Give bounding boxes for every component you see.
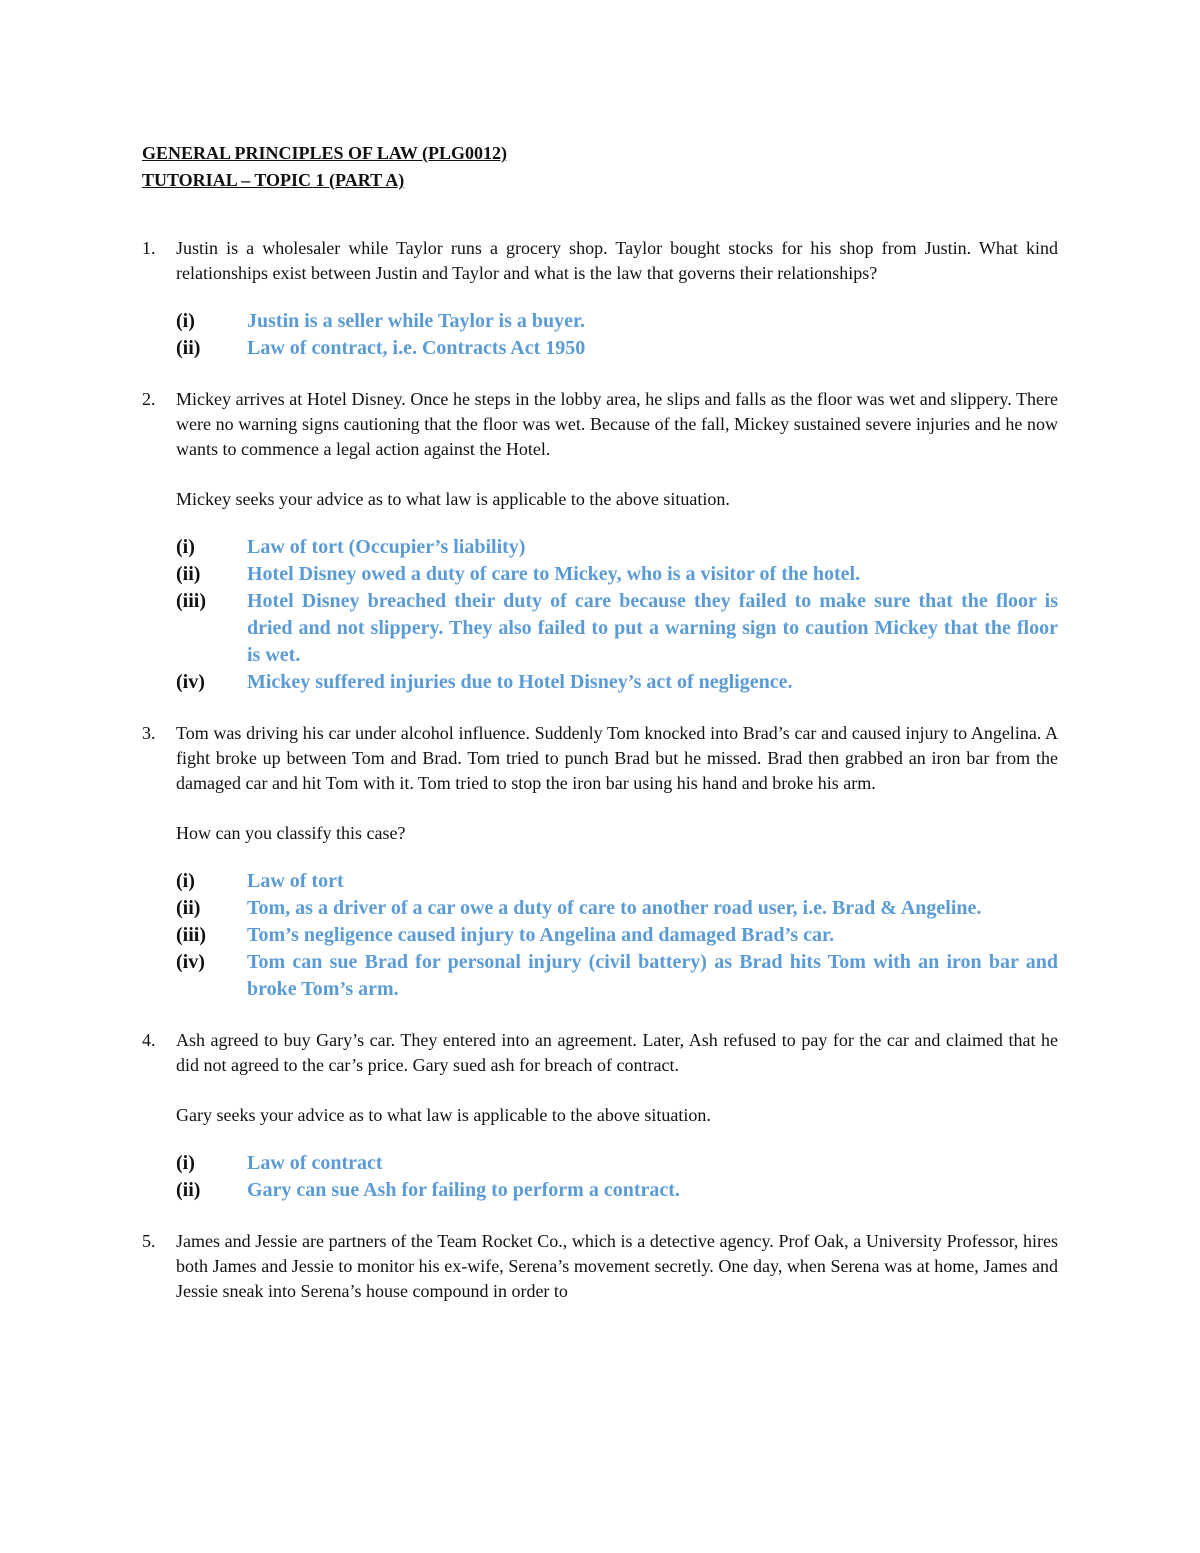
answer-list	[176, 308, 1058, 362]
question-text: Justin is a wholesaler while Taylor runs a grocery shop. Taylor bought stocks for his shop from Justin. What kind relationships exist between Justin and Taylor and what is the law that governs their relationships?	[176, 238, 1058, 283]
answer-text: Justin is a seller while Taylor is a buyer.	[247, 310, 586, 332]
answer-list	[176, 534, 1058, 696]
question-text: Tom was driving his car under alcohol influence. Suddenly Tom knocked into Brad’s car and caused injury to Angelina. A fight broke up between Tom and Brad. Tom tried to punch Brad but he missed. Brad then grabbed an iron bar from the damaged car and hit Tom with it. Tom tried to stop the iron bar using his hand and broke his arm.	[176, 723, 1058, 793]
answer-text: Hotel Disney breached their duty of care because they failed to make sure that the floor is dried and not slippery. They also failed to put a warning sign to caution Mickey that the floor is wet.	[247, 590, 1058, 666]
answer-text: Gary can sue Ash for failing to perform a contract.	[247, 1179, 680, 1201]
answer-label: (ii)	[176, 1179, 201, 1201]
answer-item	[176, 308, 1058, 335]
document-page	[142, 140, 1058, 1304]
answer-item	[176, 669, 1058, 696]
answer-label: (i)	[176, 870, 195, 892]
question-text: Ash agreed to buy Gary’s car. They entered into an agreement. Later, Ash refused to pay for the car and claimed that he did not agreed to the car’s price. Gary sued ash for breach of contract.	[176, 1030, 1058, 1075]
question-1	[142, 236, 1058, 362]
answer-item	[176, 949, 1058, 1003]
answer-label: (i)	[176, 536, 195, 558]
question-body	[176, 1028, 1058, 1204]
answer-text: Law of tort (Occupier’s liability)	[247, 536, 526, 558]
answer-item	[176, 588, 1058, 669]
question-prompt: Mickey seeks your advice as to what law is applicable to the above situation.	[176, 489, 730, 509]
answer-label: (ii)	[176, 563, 201, 585]
question-text: Mickey arrives at Hotel Disney. Once he steps in the lobby area, he slips and falls as the floor was wet and slippery. There were no warning signs cautioning that the floor was wet. Because of the fall, Mickey sustained severe injuries and he now wants to commence a legal action against the Hotel.	[176, 389, 1058, 459]
question-prompt: How can you classify this case?	[176, 823, 406, 843]
answer-item	[176, 534, 1058, 561]
answer-item	[176, 335, 1058, 362]
question-body	[176, 236, 1058, 362]
answer-item	[176, 1177, 1058, 1204]
answer-label: (ii)	[176, 897, 201, 919]
answer-item	[176, 895, 1058, 922]
document-header	[142, 140, 1058, 194]
answer-item	[176, 1150, 1058, 1177]
answer-list	[176, 1150, 1058, 1204]
question-number: 3.	[142, 723, 156, 743]
question-number: 2.	[142, 389, 156, 409]
answer-text: Tom’s negligence caused injury to Angelina and damaged Brad’s car.	[247, 924, 835, 946]
answer-label: (i)	[176, 310, 195, 332]
question-number: 4.	[142, 1030, 156, 1050]
answer-text: Mickey suffered injuries due to Hotel Disney’s act of negligence.	[247, 671, 793, 693]
answer-item	[176, 922, 1058, 949]
question-number: 5.	[142, 1231, 156, 1251]
answer-label: (iv)	[176, 671, 205, 693]
answer-label: (iii)	[176, 590, 206, 612]
question-text: James and Jessie are partners of the Team Rocket Co., which is a detective agency. Prof Oak, a University Professor, hires both James and Jessie to monitor his ex-wife, Serena’s movement secretly. One day, when Serena was at home, James and Jessie sneak into Serena’s house compound in order to	[176, 1231, 1058, 1301]
document-title: GENERAL PRINCIPLES OF LAW (PLG0012)	[142, 143, 508, 163]
question-2	[142, 387, 1058, 696]
question-3	[142, 721, 1058, 1003]
question-body	[176, 387, 1058, 696]
answer-text: Law of contract	[247, 1152, 383, 1174]
question-number: 1.	[142, 238, 156, 258]
answer-text: Tom can sue Brad for personal injury (civil battery) as Brad hits Tom with an iron bar and broke Tom’s arm.	[247, 951, 1058, 1000]
answer-list	[176, 868, 1058, 1003]
answer-text: Law of contract, i.e. Contracts Act 1950	[247, 337, 586, 359]
question-prompt: Gary seeks your advice as to what law is applicable to the above situation.	[176, 1105, 711, 1125]
question-4	[142, 1028, 1058, 1204]
document-subtitle: TUTORIAL – TOPIC 1 (PART A)	[142, 170, 405, 190]
question-body	[176, 721, 1058, 1003]
answer-label: (i)	[176, 1152, 195, 1174]
answer-label: (iv)	[176, 951, 205, 973]
answer-text: Hotel Disney owed a duty of care to Mickey, who is a visitor of the hotel.	[247, 563, 861, 585]
question-5	[142, 1229, 1058, 1304]
answer-text: Tom, as a driver of a car owe a duty of care to another road user, i.e. Brad & Angeline.	[247, 897, 982, 919]
question-body	[176, 1229, 1058, 1304]
answer-label: (iii)	[176, 924, 206, 946]
answer-text: Law of tort	[247, 870, 344, 892]
answer-item	[176, 561, 1058, 588]
answer-label: (ii)	[176, 337, 201, 359]
answer-item	[176, 868, 1058, 895]
